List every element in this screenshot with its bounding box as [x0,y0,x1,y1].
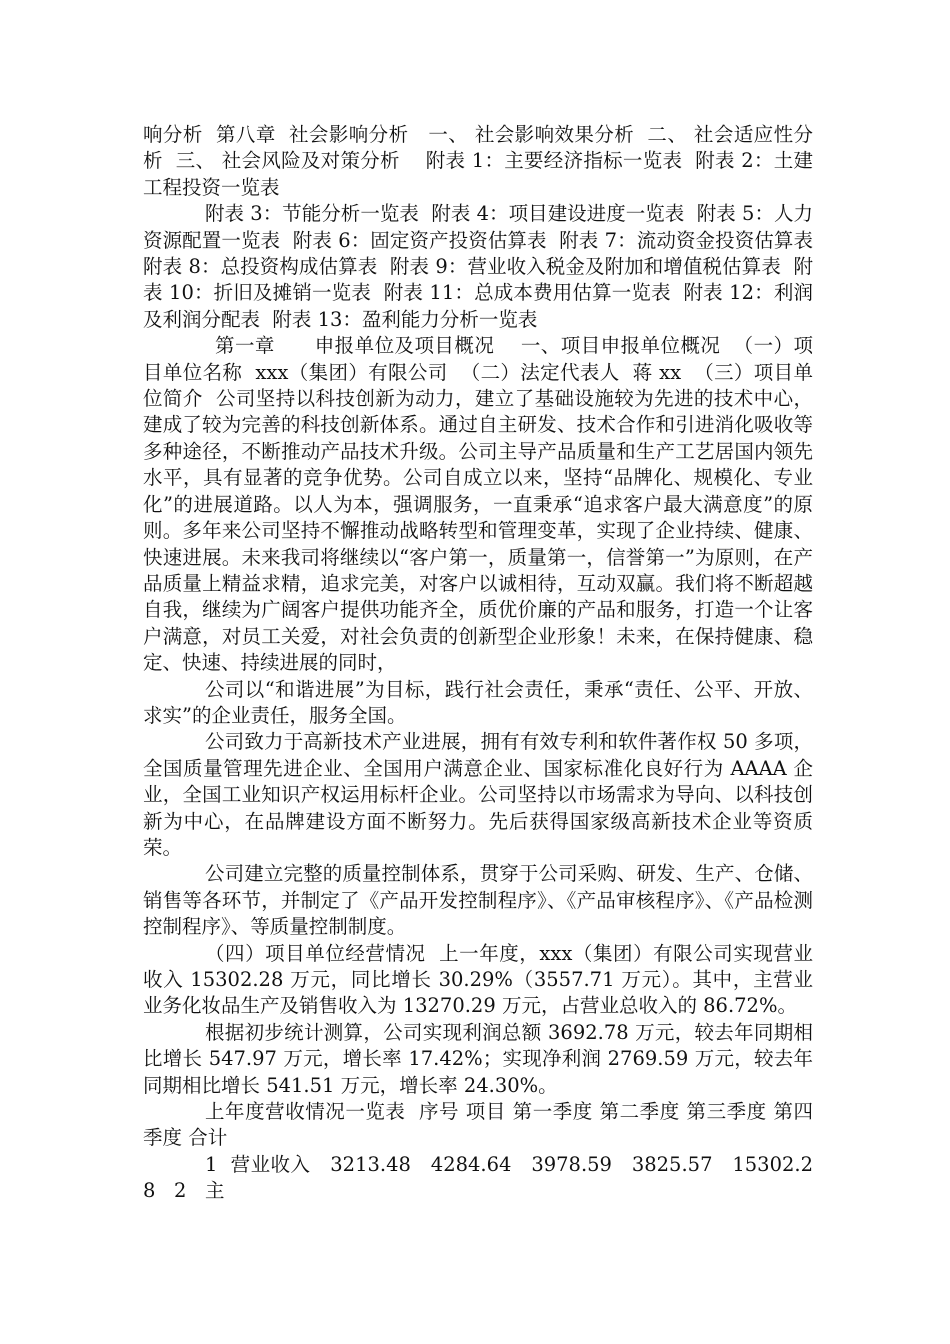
paragraph-operating-status: （四）项目单位经营情况 上一年度，xxx（集团）有限公司实现营业收入 15302.28 万元，同比增长 30.29%（3557.71 万元）。其中，主营业业务化妆品生产及销售收入为 13270.29 万元，占营业总收入的 86.72%。 [143,941,813,1018]
paragraph-profit-statistics: 根据初步统计测算，公司实现利润总额 3692.78 万元，较去年同期相比增长 547.97 万元，增长率 17.42%；实现净利润 2769.59 万元，较去年同期相比增长 541.51 万元，增长率 24.30%。 [143,1020,813,1097]
paragraph-appendix-list-intro: 响分析 第八章 社会影响分析 一、 社会影响效果分析 二、 社会适应性分析 三、 社会风险及对策分析 附表 1：主要经济指标一览表 附表 2：土建工程投资一览表 [143,123,813,199]
paragraph-chapter-one: 第一章 申报单位及项目概况 一、项目申报单位概况 （一）项目单位名称 xxx（集团）有限公司 （二）法定代表人 蒋 xx （三）项目单位简介 公司坚持以科技创新为动力，建立了基础设施较为先进的技术中心，建成了较为完善的科技创新体系。通过自主研发、技术合作和引进消化吸收等多种途径，不断推动产品技术升级。公司主导产品质量和生产工艺居国内领先水平，具有显著的竞争优势。公司自成立以来，坚持“品牌化、规模化、专业化”的进展道路。以人为本，强调服务，一直秉承“追求客户最大满意度”的原则。多年来公司坚持不懈推动战略转型和管理变革，实现了企业持续、健康、快速进展。未来我司将继续以“客户第一，质量第一，信誉第一”为原则，在产品质量上精益求精，追求完美，对客户以诚相待，互动双赢。我们将不断超越自我，继续为广阔客户提供功能齐全，质优价廉的产品和服务，打造一个让客户满意，对员工关爱，对社会负责的创新型企业形象！未来，在保持健康、稳定、快速、持续进展的同时， [143,334,813,675]
paragraph-appendix-list: 附表 3：节能分析一览表 附表 4：项目建设进度一览表 附表 5：人力资源配置一览表 附表 6：固定资产投资估算表 附表 7：流动资金投资估算表 附表 8：总投资构成估算表 附表 9：营业收入税金及附加和增值税估算表 附表 10：折旧及摊销一览表 附表 11：总成本费用估算一览表 附表 12：利润及利润分配表 附表 13：盈利能力分析一览表 [143,202,826,331]
paragraph-revenue-table-row: 1 营业收入 3213.48 4284.64 3978.59 3825.57 15302.28 2 主 [143,1152,813,1203]
document-body [143,122,826,1205]
paragraph-high-tech: 公司致力于高新技术产业进展，拥有有效专利和软件著作权 50 多项，全国质量管理先进企业、全国用户满意企业、国家标准化良好行为 AAAA 企业，全国工业知识产权运用标杆企业。公司坚持以市场需求为导向、以科技创新为中心，在品牌建设方面不断努力。先后获得国家级高新技术企业等资质荣。 [143,730,813,859]
paragraph-harmonious-development: 公司以“和谐进展”为目标，践行社会责任，秉承“责任、公平、开放、求实”的企业责任，服务全国。 [143,677,813,727]
paragraph-quality-control: 公司建立完整的质量控制体系，贯穿于公司采购、研发、生产、仓储、销售等各环节，并制定了《产品开发控制程序》、《产品审核程序》、《产品检测控制程序》、等质量控制制度。 [143,862,813,939]
paragraph-revenue-table-header: 上年度营收情况一览表 序号 项目 第一季度 第二季度 第三季度 第四季度 合计 [143,1100,813,1150]
